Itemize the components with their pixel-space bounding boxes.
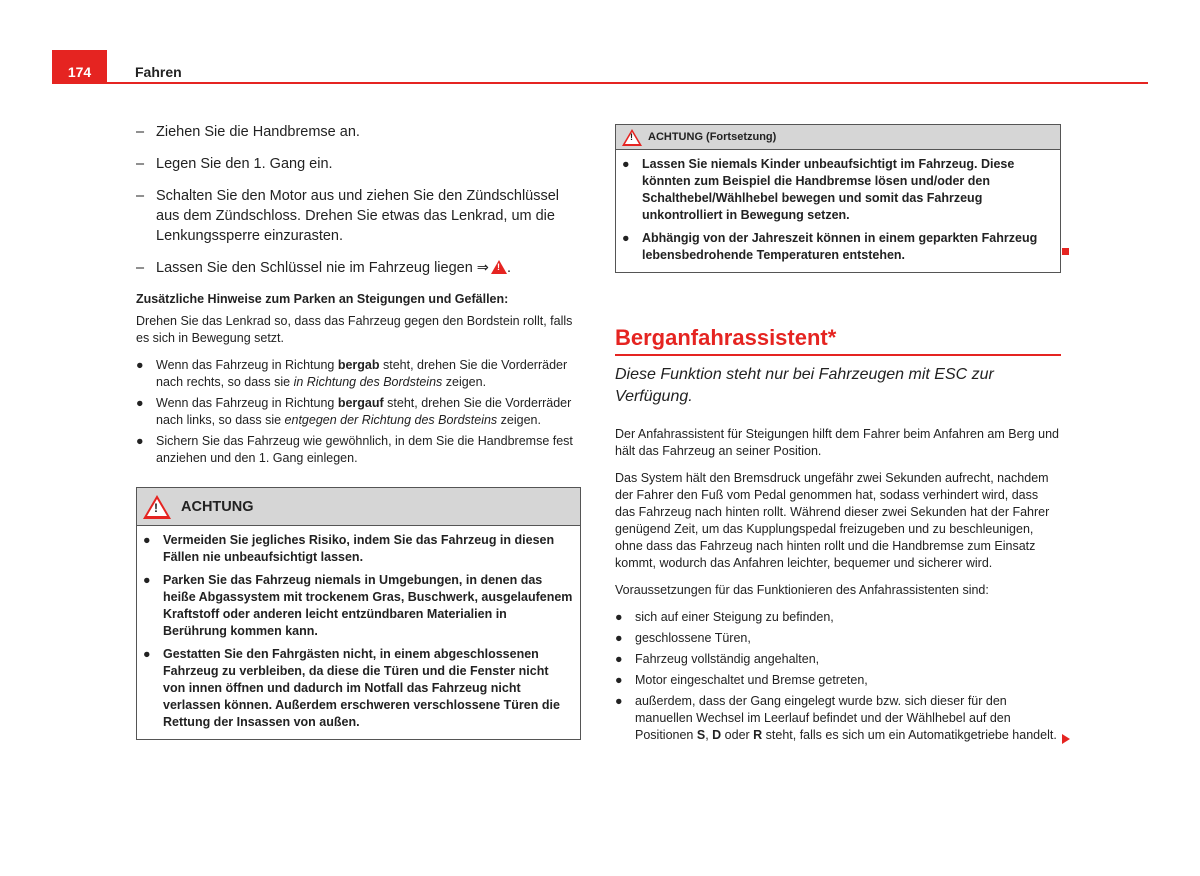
warning-title: ACHTUNG (Fortsetzung)	[648, 131, 777, 143]
left-column	[136, 122, 581, 740]
slope-text: Drehen Sie das Lenkrad so, dass das Fahrzeug gegen den Bordstein rollt, falls es sich in Bewegung setzt.	[136, 314, 573, 345]
bullet-icon: ●	[136, 358, 144, 372]
warning-box-header	[137, 488, 580, 526]
bullet-icon: ●	[615, 673, 623, 687]
paragraph: Das System hält den Bremsdruck ungefähr zwei Sekunden aufrecht, nachdem der Fahrer den Fuß vom Pedal genommen hat, sodass verhindert wird, dass das Fahrzeug nach hinten rollt. Während dieser zwei Sekunden hat der Fahrer genügend Zeit, um das Kupplungspedal freizugeben und zu beschleunigen, ohne dass das Fahrzeug nach hinten rollt und die Handbremse zum Einsatz kommt, wodurch das Anfahren leichter, bequemer und sicherer wird.	[615, 471, 1050, 570]
warning-triangle-icon	[622, 129, 642, 146]
section-end-marker	[1062, 248, 1069, 255]
warning-item: ● Parken Sie das Fahrzeug niemals in Umgebungen, in denen das heiße Abgassystem mit trockenem Gras, Buschwerk, ausgelaufenem Kraftstoff oder anderen leicht entzündbaren Materialien in Berührung kommen kann.	[143, 573, 573, 638]
page-header	[52, 50, 1148, 86]
dash-marker: –	[136, 156, 145, 172]
warning-item: ● Abhängig von der Jahreszeit können in einem geparkten Fahrzeug lebensbedrohende Temperaturen entstehen.	[622, 231, 1038, 262]
warning-triangle-icon[interactable]	[491, 260, 507, 274]
list-item	[136, 395, 581, 429]
bullet-icon: ●	[615, 610, 623, 624]
step-text: Ziehen Sie die Handbremse an.	[156, 124, 360, 140]
page-number: 174	[52, 50, 107, 84]
bullet-icon: ●	[615, 694, 623, 708]
step-text-main: Lassen Sie den Schlüssel nie im Fahrzeug liegen ⇒	[156, 260, 489, 276]
bullet-text: Sichern Sie das Fahrzeug wie gewöhnlich, in dem Sie die Handbremse fest anziehen und den 1. Gang einlegen.	[156, 434, 573, 465]
step-text: Schalten Sie den Motor aus und ziehen Sie den Zündschlüssel aus dem Zündschloss. Drehen Sie etwas das Lenkrad, um die Lenkungssperre einzurasten.	[156, 188, 560, 244]
warning-continued-box	[615, 124, 1061, 273]
list-item: ● sich auf einer Steigung zu befinden,	[615, 610, 834, 624]
step-text-end: .	[506, 260, 511, 276]
bullet-icon: ●	[136, 396, 144, 410]
bullet-text: Wenn das Fahrzeug in Richtung bergauf steht, drehen Sie die Vorderräder nach links, so dass sie entgegen der Richtung des Bordsteins zeigen.	[156, 396, 572, 427]
warning-box-header	[616, 125, 1060, 150]
bullet-icon: ●	[143, 573, 151, 587]
dash-marker: –	[136, 260, 145, 276]
bullet-icon: ●	[622, 231, 630, 245]
warning-title: ACHTUNG	[181, 498, 254, 515]
section-title: Fahren	[135, 64, 182, 80]
warning-item: ● Vermeiden Sie jegliches Risiko, indem Sie das Fahrzeug in diesen Fällen nie unbeaufsichtigt lassen.	[143, 533, 555, 564]
list-item: ● Fahrzeug vollständig angehalten,	[615, 652, 820, 666]
list-item: ● außerdem, dass der Gang eingelegt wurde bzw. sich dieser für den manuellen Wechsel im Leerlauf befindet und der Wählhebel auf den Positionen S, D oder R steht, falls es sich um ein Automatikgetriebe handelt.	[615, 694, 1057, 742]
right-column	[615, 124, 1061, 748]
step-item	[136, 154, 581, 174]
intro-text: Diese Funktion steht nur bei Fahrzeugen mit ESC zur Verfügung.	[615, 366, 994, 405]
dash-marker: –	[136, 188, 145, 204]
header-divider	[52, 82, 1148, 84]
bullet-icon: ●	[136, 434, 144, 448]
paragraph: Der Anfahrassistent für Steigungen hilft dem Fahrer beim Anfahren am Berg und hält das Fahrzeug an seiner Position.	[615, 427, 1059, 458]
paragraph: Voraussetzungen für das Funktionieren des Anfahrassistenten sind:	[615, 583, 989, 597]
bullet-icon: ●	[615, 631, 623, 645]
warning-triangle-icon	[143, 495, 171, 519]
section-heading: Berganfahrassistent*	[615, 325, 1061, 356]
warning-box	[136, 487, 581, 740]
list-item: ● Motor eingeschaltet und Bremse getreten,	[615, 673, 868, 687]
step-text	[156, 258, 511, 278]
continue-arrow-icon	[1062, 734, 1070, 744]
list-item: ● geschlossene Türen,	[615, 631, 751, 645]
step-item	[136, 258, 581, 278]
bullet-icon: ●	[143, 647, 151, 661]
warning-item: ● Lassen Sie niemals Kinder unbeaufsichtigt im Fahrzeug. Diese könnten zum Beispiel die Handbremse lösen und/oder den Schalthebel/Wählhebel bewegen und somit das Fahrzeug unkontrolliert in Bewegung setzen.	[622, 157, 1015, 222]
step-item	[136, 122, 581, 142]
slope-heading: Zusätzliche Hinweise zum Parken an Steigungen und Gefällen:	[136, 292, 509, 306]
warning-body	[137, 526, 580, 739]
list-item	[136, 433, 581, 467]
dash-marker: –	[136, 124, 145, 140]
bullet-icon: ●	[615, 652, 623, 666]
list-item	[136, 357, 581, 391]
bullet-icon: ●	[143, 533, 151, 547]
step-text: Legen Sie den 1. Gang ein.	[156, 156, 333, 172]
warning-body	[616, 150, 1060, 272]
bullet-text: Wenn das Fahrzeug in Richtung bergab steht, drehen Sie die Vorderräder nach rechts, so dass sie in Richtung des Bordsteins zeigen.	[156, 358, 568, 389]
bullet-icon: ●	[622, 157, 630, 171]
step-item	[136, 186, 581, 246]
warning-item: ● Gestatten Sie den Fahrgästen nicht, in einem abgeschlossenen Fahrzeug zu verbleiben, da diese die Türen und die Fenster nicht von innen öffnen und dadurch im Notfall das Fahrzeug nicht verlassen können. Außerdem erschweren verschlossene Türen die Rettung der Insassen von außen.	[143, 647, 560, 729]
